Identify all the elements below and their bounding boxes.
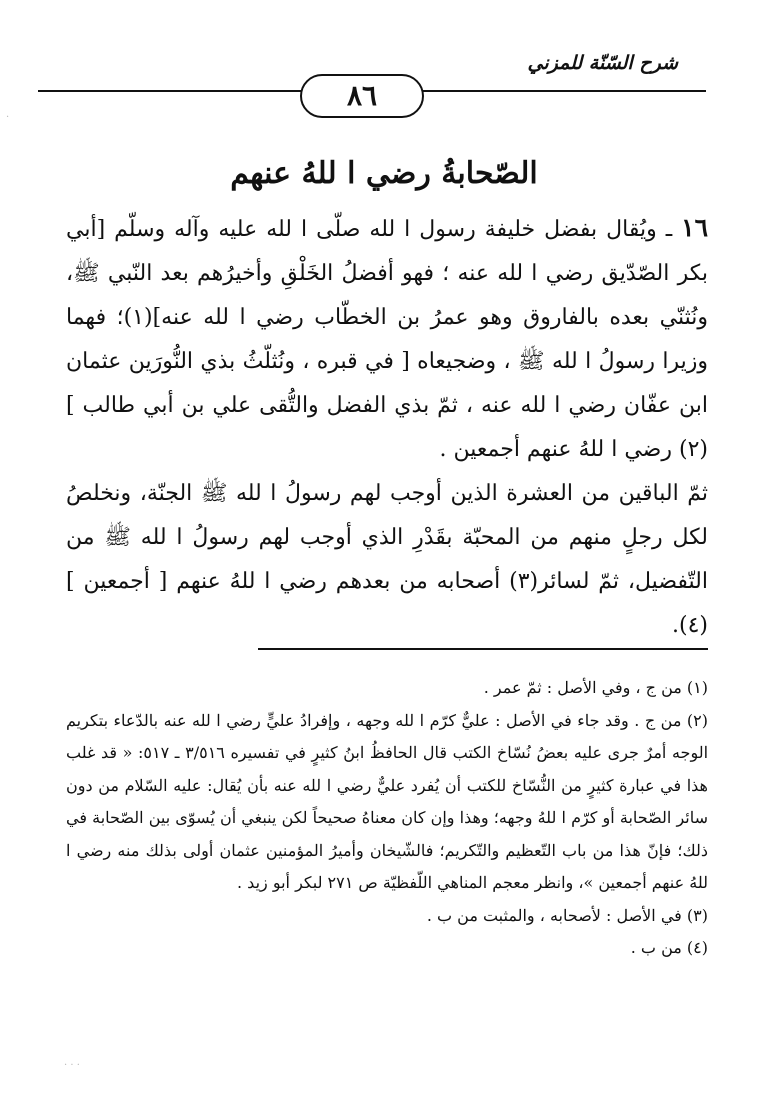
footnote-4: (٤) من ب . [630, 938, 708, 957]
footnote-2: (٢) من ج . وقد جاء في الأصل : عليٌّ كرّم ا لله وجهه ، وإفرادُ عليٍّ رضي ا لله عنه بالدّعاء بتكريم الوجه أمرٌ جرى عليه بعضُ نُسّاخ الكتب قال الحافظُ ابنُ كثيرٍ في تفسيره ٣/٥١٦ ـ ٥١٧: « قد غلب هذا في عبارة كثيرٍ من النُّسّاخ للكتب أن يُفرد عليٌّ رضي ا لله عنه بأن يُقال: عليه السّلام من دون سائر الصّحابة أو كرّم ا للهُ وجهه؛ وهذا وإن كان معناهُ صحيحاً لكن ينبغي أن يُسوّى بين الصّحابة في ذلك؛ فإنّ هذا من باب التّعظيم والتّكريم؛ فالشّيخان وأميرُ المؤمنين عثمان أولى بذلك منه رضي ا للهُ عنهم أجمعين »، وانظر معجم المناهي اللّفظيّة ص ٢٧١ لبكر أبو زيد . [66, 710, 709, 892]
paragraph-continuation [66, 472, 708, 648]
scan-speck: · [6, 112, 10, 123]
paragraph-16 [66, 206, 708, 472]
running-header-title: شرح السّنّة للمزني [527, 52, 678, 74]
main-text [66, 206, 708, 648]
paragraph-text: ـ ويُقال بفضل خليفة رسول ا لله صلّى ا لله عليه وآله وسلّم [أبي بكر الصّدّيق رضي ا لله عنه ؛ فهو أفضلُ الخَلْقِ وأخيرُهم بعد النّبي ﷺ، ونُثنّي بعده بالفاروق وهو عمرُ بن الخطّاب رضي ا لله عنه](١)؛ فهما وزيرا رسولُ ا لله ﷺ ، وضجيعاه [ في قبره ، ونُثلّثُ بذي النُّورَين عثمان ابن عفّان رضي ا لله عنه ، ثمّ بذي الفضل والتُّقى علي بن أبي طالب ](٢) رضي ا للهُ عنهم أجمعين . [66, 217, 708, 462]
section-title: الصّحابةُ رضي ا للهُ عنهم [230, 156, 538, 191]
scan-speck: · · · [64, 1060, 80, 1071]
paragraph-text: ثمّ الباقين من العشرة الذين أوجب لهم رسولُ ا لله ﷺ الجنّة، ونخلصُ لكل رجلٍ منهم من المحبّة بقَدْرِ الذي أوجب لهم رسولُ ا لله ﷺ من التّفضيل، ثمّ لسائر(٣) أصحابه من بعدهم رضي ا للهُ عنهم [ أجمعين ](٤). [66, 481, 708, 638]
page-number-badge: ٨٦ [300, 74, 424, 118]
footnotes [66, 672, 708, 965]
paragraph-number: ١٦ [681, 213, 708, 242]
footnote-1: (١) من ج ، وفي الأصل : ثمّ عمر . [483, 678, 708, 697]
footnote-separator [258, 648, 708, 650]
footnote-3: (٣) في الأصل : لأصحابه ، والمثبت من ب . [426, 905, 708, 925]
